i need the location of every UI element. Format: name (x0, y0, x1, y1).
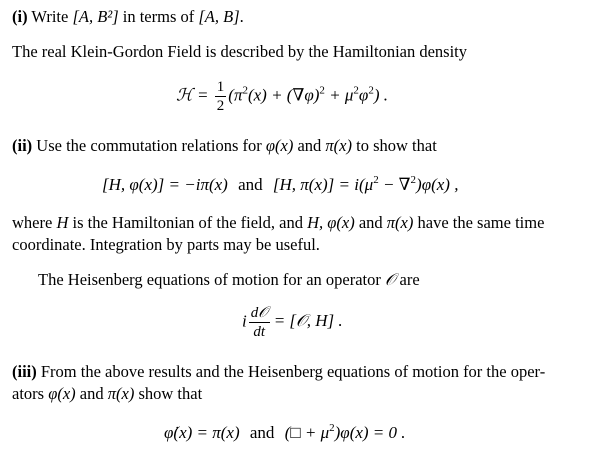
eq1-frac-num: 1 (216, 79, 225, 95)
eq3-fraction (249, 304, 270, 341)
eq3-num: d𝒪 (250, 305, 268, 321)
part-ii-text-c: to show that (352, 136, 437, 155)
where-text-f: have the same time (413, 213, 545, 232)
final-equations (164, 422, 406, 444)
heisenberg-text-b: are (395, 270, 420, 289)
eq2-part-b-c: )φ(x) , (416, 175, 459, 194)
eq4-part-a: φ̇(x) = π(x) (164, 423, 240, 442)
intro-line (12, 42, 467, 62)
where-text-b: is the Hamiltonian of the field, and (68, 213, 308, 232)
where-text-c: H, φ(x) (307, 213, 355, 232)
eq3-den: dt (253, 324, 266, 340)
eq2-sup-2: 2 (410, 174, 417, 186)
part-iii-text-a: ators (12, 384, 49, 403)
heisenberg-op: 𝒪 (385, 270, 396, 289)
hamiltonian-density-equation (176, 78, 388, 115)
part-i-expr-b: [A, B] (198, 7, 240, 26)
part-i-text-c: . (239, 7, 244, 26)
eq3-rhs: = [𝒪, H] . (273, 311, 343, 331)
part-ii-line (12, 136, 437, 156)
where-line-2 (12, 235, 320, 255)
eq1-sup-4: 2 (368, 84, 374, 97)
commutation-equations (102, 174, 458, 196)
part-iii-text-b: φ(x) (48, 384, 76, 403)
part-iii-text-c: and (75, 384, 108, 403)
eq2-part-b-a: [H, π(x)] = i(μ (272, 175, 374, 194)
eq2-part-b-b: − ∇ (378, 175, 411, 194)
eq2-sup-1: 2 (373, 174, 379, 186)
eq1-sup-2: 2 (319, 84, 325, 97)
part-iii-line-2 (12, 384, 202, 404)
eq1-rhs-e: ) . (373, 85, 388, 105)
eq1-frac-den: 2 (216, 98, 225, 114)
part-iii-label: (iii) (12, 362, 37, 381)
where-H: H (56, 213, 69, 232)
eq1-fraction (215, 78, 227, 115)
part-i-expr-a: [A, B²] (72, 7, 119, 26)
eq1-rhs-d: φ (358, 85, 369, 105)
part-ii-expr-b: π(x) (325, 136, 352, 155)
part-ii-label: (ii) (12, 136, 33, 155)
eq1-rhs-a: (π (228, 85, 243, 105)
eq1-lhs: ℋ = (176, 85, 213, 105)
part-i-text-b: in terms of (118, 7, 199, 26)
part-iii-text-e: show that (134, 384, 203, 403)
where-line-1 (12, 213, 544, 233)
eq2-part-a: [H, φ(x)] = −iπ(x) (102, 175, 228, 194)
eq1-rhs-c: + μ (324, 85, 354, 105)
part-i-text-a: Write (27, 7, 73, 26)
part-ii-text-a: Use the commutation relations for (32, 136, 266, 155)
part-i-label: (i) (12, 7, 28, 26)
eq2-and: and (238, 175, 263, 194)
part-i-line (12, 7, 244, 27)
part-iii-line-1-text: From the above results and the Heisenberg equations of motion for the oper- (36, 362, 546, 381)
heisenberg-line (38, 270, 420, 290)
eq4-part-b-a: (□ + μ (284, 423, 330, 442)
part-ii-text-b: and (293, 136, 326, 155)
where-line-2-text: coordinate. Integration by parts may be useful. (12, 235, 320, 254)
heisenberg-equation (242, 304, 343, 341)
intro-text: The real Klein-Gordon Field is described by the Hamiltonian density (12, 42, 468, 61)
where-text-d: and (354, 213, 387, 232)
where-text-a: where (12, 213, 57, 232)
part-iii-text-d: π(x) (107, 384, 135, 403)
eq1-sup-3: 2 (353, 84, 359, 97)
eq4-sup: 2 (329, 422, 335, 434)
eq1-rhs-b: (x) + (∇φ) (247, 85, 320, 105)
heisenberg-text-a: The Heisenberg equations of motion for an operator (38, 270, 386, 289)
eq1-sup-1: 2 (242, 84, 248, 97)
eq4-and: and (249, 423, 275, 442)
eq4-part-b-b: )φ(x) = 0 . (334, 423, 406, 442)
part-iii-line-1 (12, 362, 545, 382)
eq3-i: i (242, 311, 247, 331)
part-ii-expr-a: φ(x) (265, 136, 294, 155)
where-text-e: π(x) (386, 213, 414, 232)
